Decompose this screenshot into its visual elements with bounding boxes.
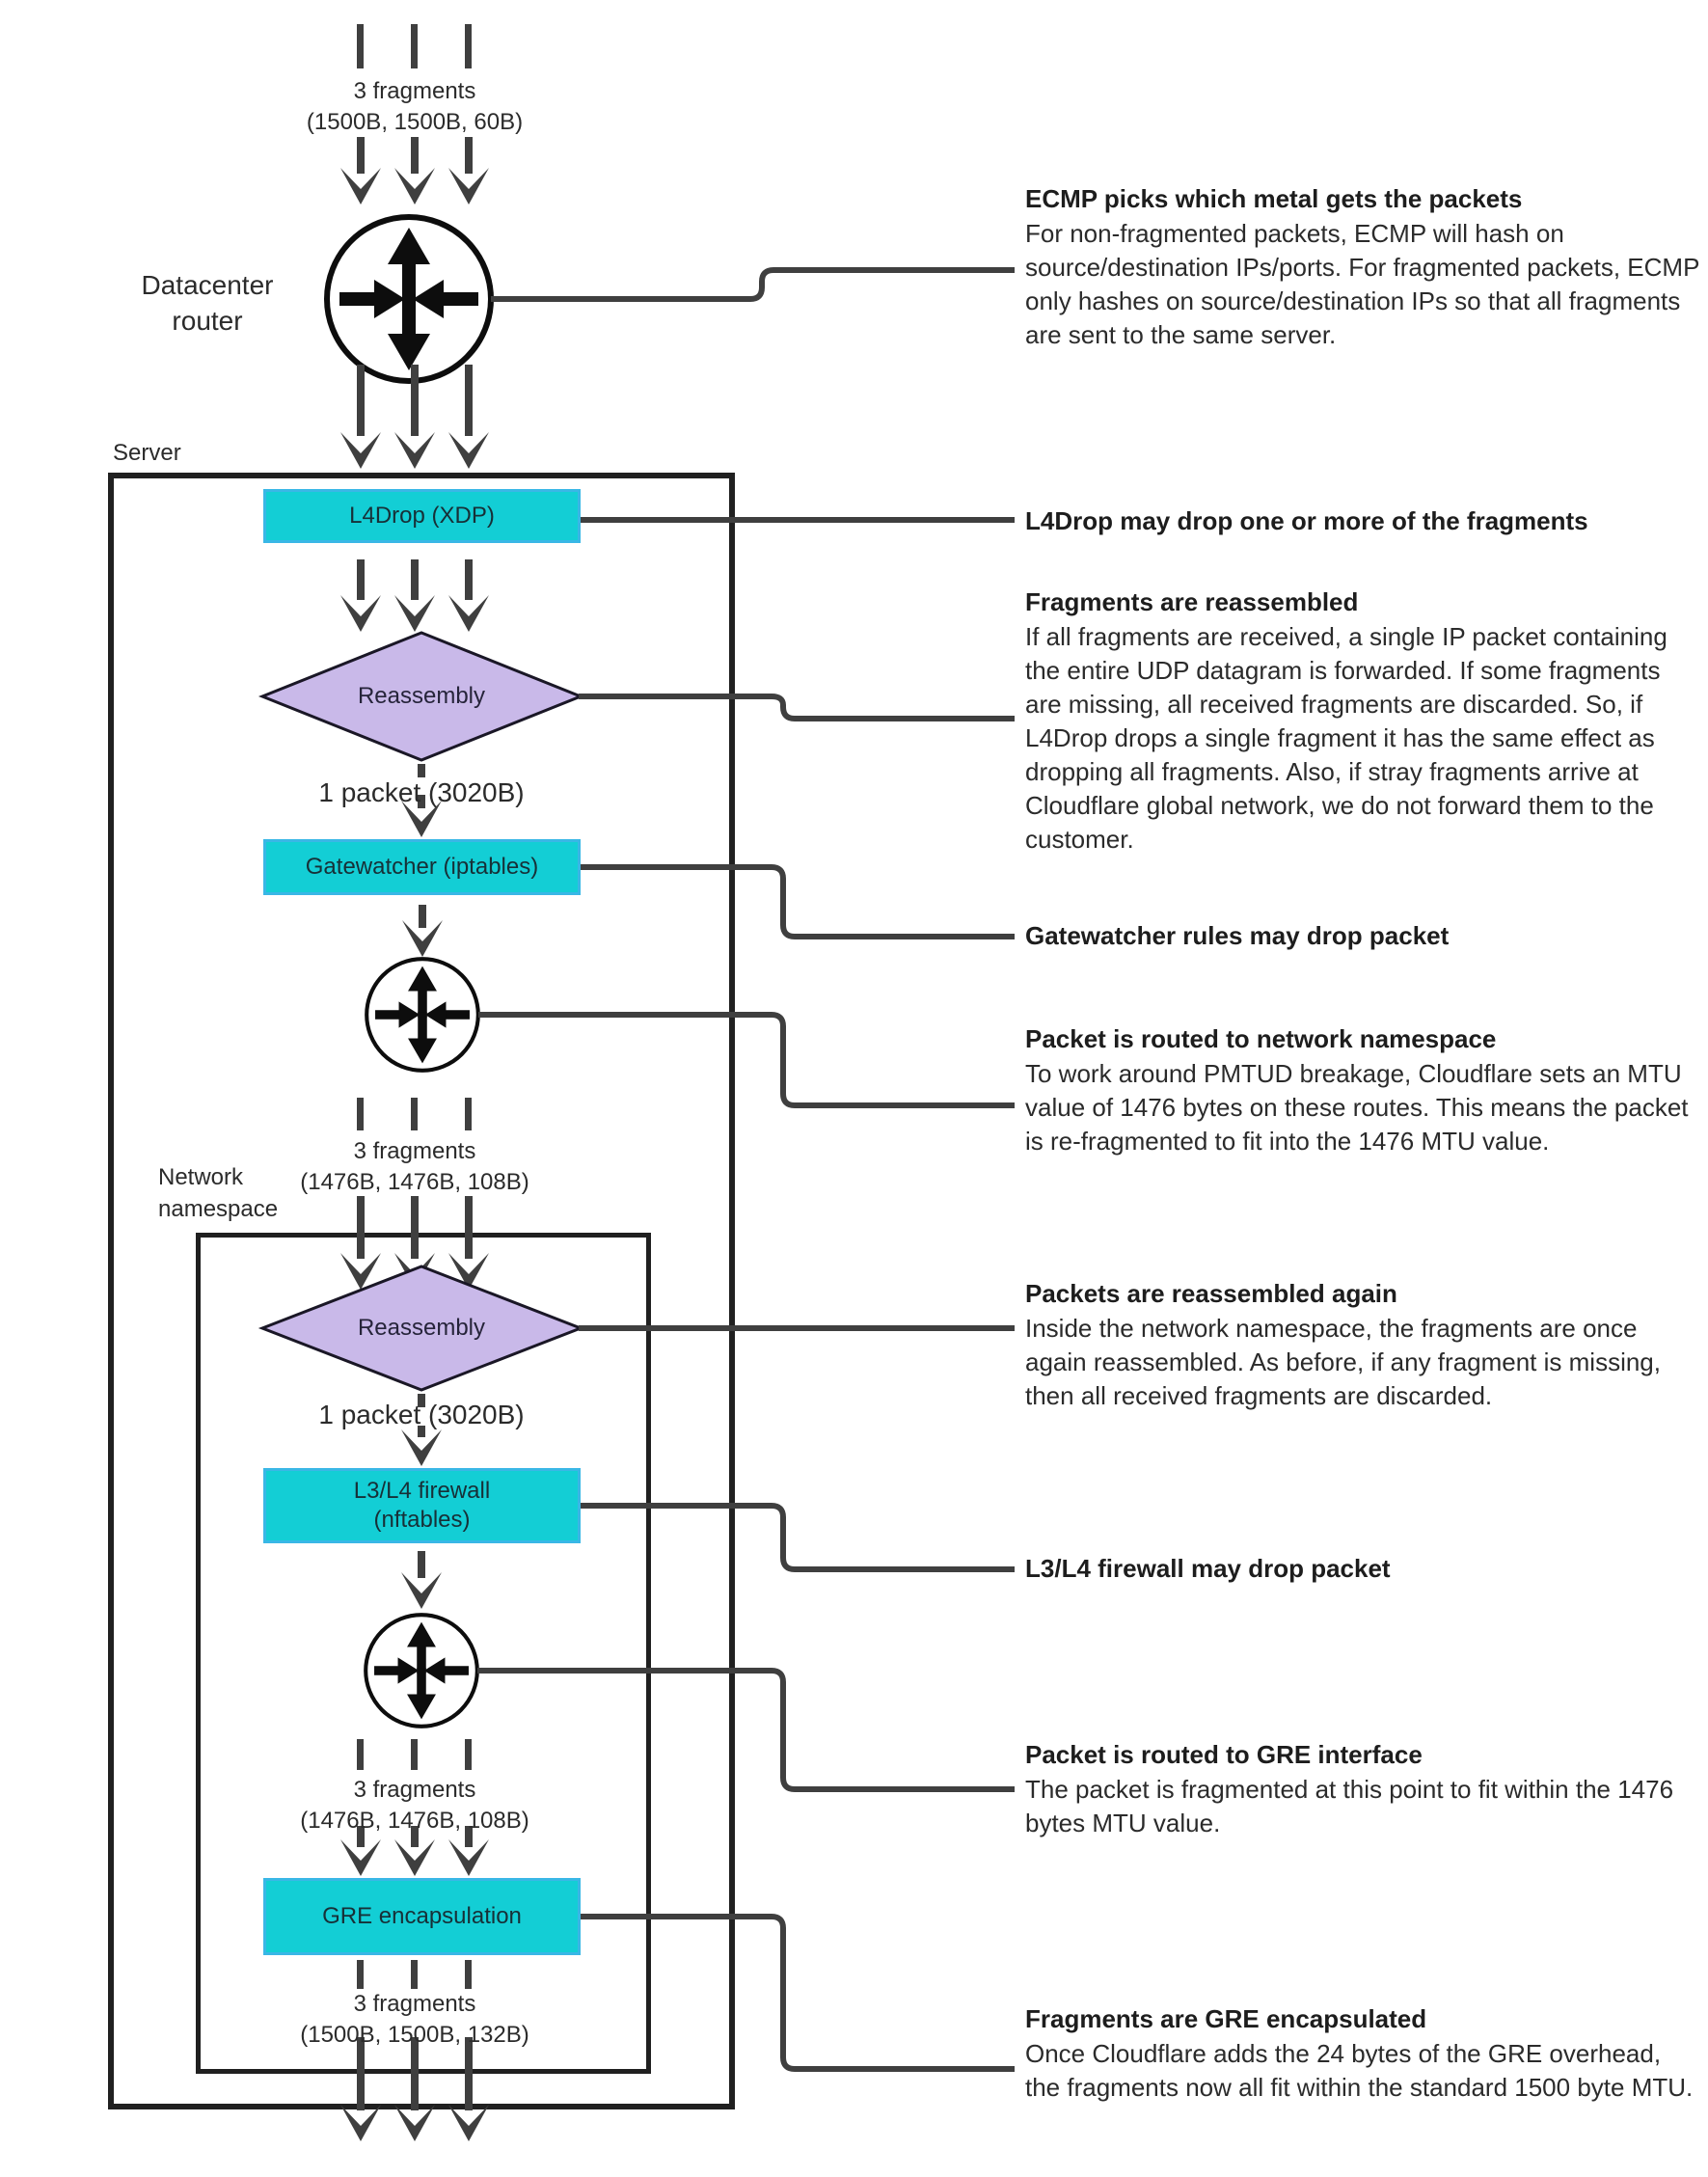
packet-label-2: 1 packet (3020B) (318, 1400, 525, 1429)
annotation-reassembled-again-heading: Packets are reassembled again (1025, 1279, 1397, 1308)
fragments-routed-gre-sizes: (1476B, 1476B, 108B) (300, 1808, 529, 1834)
node-l3l4-firewall (263, 1468, 581, 1543)
connector-router-2 (478, 1015, 1015, 1105)
fragment-dashes-4 (357, 1960, 472, 1989)
annotation-ecmp-heading: ECMP picks which metal gets the packets (1025, 184, 1523, 213)
arrows-into-router (340, 137, 489, 204)
annotation-firewall-heading: L3/L4 firewall may drop packet (1025, 1554, 1391, 1583)
fragments-routed-gre-label (241, 1775, 588, 1837)
annotation-gre-encapsulated-body: Once Cloudflare adds the 24 bytes of the GRE overhead, the fragments now all fit within the standard 1500 byte MTU. (1025, 2039, 1694, 2102)
datacenter-router-line1: Datacenter (141, 270, 274, 300)
annotation-gre-interface-body: The packet is fragmented at this point to fit within the 1476 bytes MTU value. (1025, 1775, 1674, 1837)
fragments-routed-count: 3 fragments (353, 1138, 476, 1164)
annotation-l4drop (1025, 504, 1700, 538)
node-gre (263, 1878, 581, 1955)
fragments-output-sizes: (1500B, 1500B, 132B) (300, 2022, 529, 2048)
connector-firewall (581, 1506, 1015, 1569)
node-gatewatcher (263, 839, 581, 895)
annotation-reassembled (1025, 585, 1700, 857)
datacenter-router-icon (327, 217, 491, 381)
packet-label-1: 1 packet (3020B) (318, 777, 525, 807)
annotation-reassembled-heading: Fragments are reassembled (1025, 587, 1359, 616)
fragments-routed-gre-count: 3 fragments (353, 1777, 476, 1803)
node-gre-label: GRE encapsulation (322, 1903, 522, 1929)
fragment-dashes-2 (357, 1098, 472, 1130)
fragments-input-sizes: (1500B, 1500B, 60B) (306, 109, 524, 135)
datacenter-router-line2: router (172, 306, 243, 336)
connector-ecmp (491, 270, 1015, 299)
arrows-exit-bottom (340, 2037, 489, 2141)
connector-router-3 (477, 1671, 1015, 1789)
annotation-ecmp (1025, 182, 1700, 352)
connector-reassembly-1 (579, 696, 1015, 719)
arrows-l4drop-to-reassembly (340, 559, 489, 632)
annotation-routed-namespace-heading: Packet is routed to network namespace (1025, 1024, 1497, 1053)
packet-dash-1 (418, 764, 425, 777)
arrows-into-server (340, 365, 489, 469)
annotation-gatewatcher (1025, 919, 1700, 953)
namespace-label-line1: Network (158, 1164, 244, 1190)
arrow-to-firewall (401, 1426, 442, 1466)
routing-icon-2 (366, 959, 478, 1071)
annotation-l4drop-heading: L4Drop may drop one or more of the fragments (1025, 506, 1588, 535)
arrow-to-router-3 (401, 1551, 442, 1609)
annotation-reassembled-again-body: Inside the network namespace, the fragments are once again reassembled. As before, if any fragment is missing, then all received fragments are discarded. (1025, 1314, 1661, 1410)
node-l4drop (263, 489, 581, 543)
fragments-routed-label (241, 1136, 588, 1198)
datacenter-router-label (96, 267, 318, 339)
node-l3l4-line2: (nftables) (373, 1507, 471, 1533)
fragments-input-count: 3 fragments (353, 78, 476, 104)
namespace-label-line2: namespace (158, 1196, 279, 1222)
annotation-gre-encapsulated-heading: Fragments are GRE encapsulated (1025, 2004, 1427, 2033)
annotation-firewall (1025, 1552, 1700, 1586)
node-gatewatcher-label: Gatewatcher (iptables) (305, 854, 539, 880)
annotation-ecmp-body: For non-fragmented packets, ECMP will hash on source/destination IPs/ports. For fragmented packets, ECMP only hashes on source/destination IPs so that all fragments are sent to the same server. (1025, 219, 1699, 349)
server-label: Server (113, 440, 181, 466)
reassembly-1-label: Reassembly (357, 683, 486, 709)
annotation-gre-interface (1025, 1738, 1700, 1840)
routing-icon-3 (366, 1615, 477, 1727)
annotation-gre-encapsulated (1025, 2002, 1700, 2105)
reassembly-2-label: Reassembly (357, 1315, 486, 1341)
node-l4drop-label: L4Drop (XDP) (349, 503, 495, 529)
annotation-reassembled-body: If all fragments are received, a single IP packet containing the entire UDP datagram is forwarded. If some fragments are missing, all received fragments are discarded. So, if L4Drop drops a single fragment it has the same effect as dropping all fragments. Also, if stray fragments arrive at Cloudflare global network, we do not forward them to the customer. (1025, 622, 1667, 854)
connector-gatewatcher (581, 867, 1015, 937)
annotation-routed-namespace-body: To work around PMTUD breakage, Cloudflare sets an MTU value of 1476 bytes on these routes. This means the packet is re-fragmented to fit into the 1476 MTU value. (1025, 1059, 1689, 1156)
fragments-input-label (241, 76, 588, 138)
node-l3l4-line1: L3/L4 firewall (353, 1478, 491, 1504)
fragment-dashes-top (357, 24, 472, 68)
fragments-routed-sizes: (1476B, 1476B, 108B) (300, 1169, 529, 1195)
fragment-dashes-3 (357, 1739, 472, 1770)
annotation-routed-namespace (1025, 1022, 1700, 1158)
fragments-output-label (241, 1989, 588, 2051)
annotation-gre-interface-heading: Packet is routed to GRE interface (1025, 1740, 1423, 1769)
annotation-gatewatcher-heading: Gatewatcher rules may drop packet (1025, 921, 1450, 950)
annotation-reassembled-again (1025, 1277, 1700, 1413)
connector-gre (581, 1917, 1015, 2069)
arrow-to-router-2 (402, 905, 443, 957)
fragments-output-count: 3 fragments (353, 1991, 476, 2017)
